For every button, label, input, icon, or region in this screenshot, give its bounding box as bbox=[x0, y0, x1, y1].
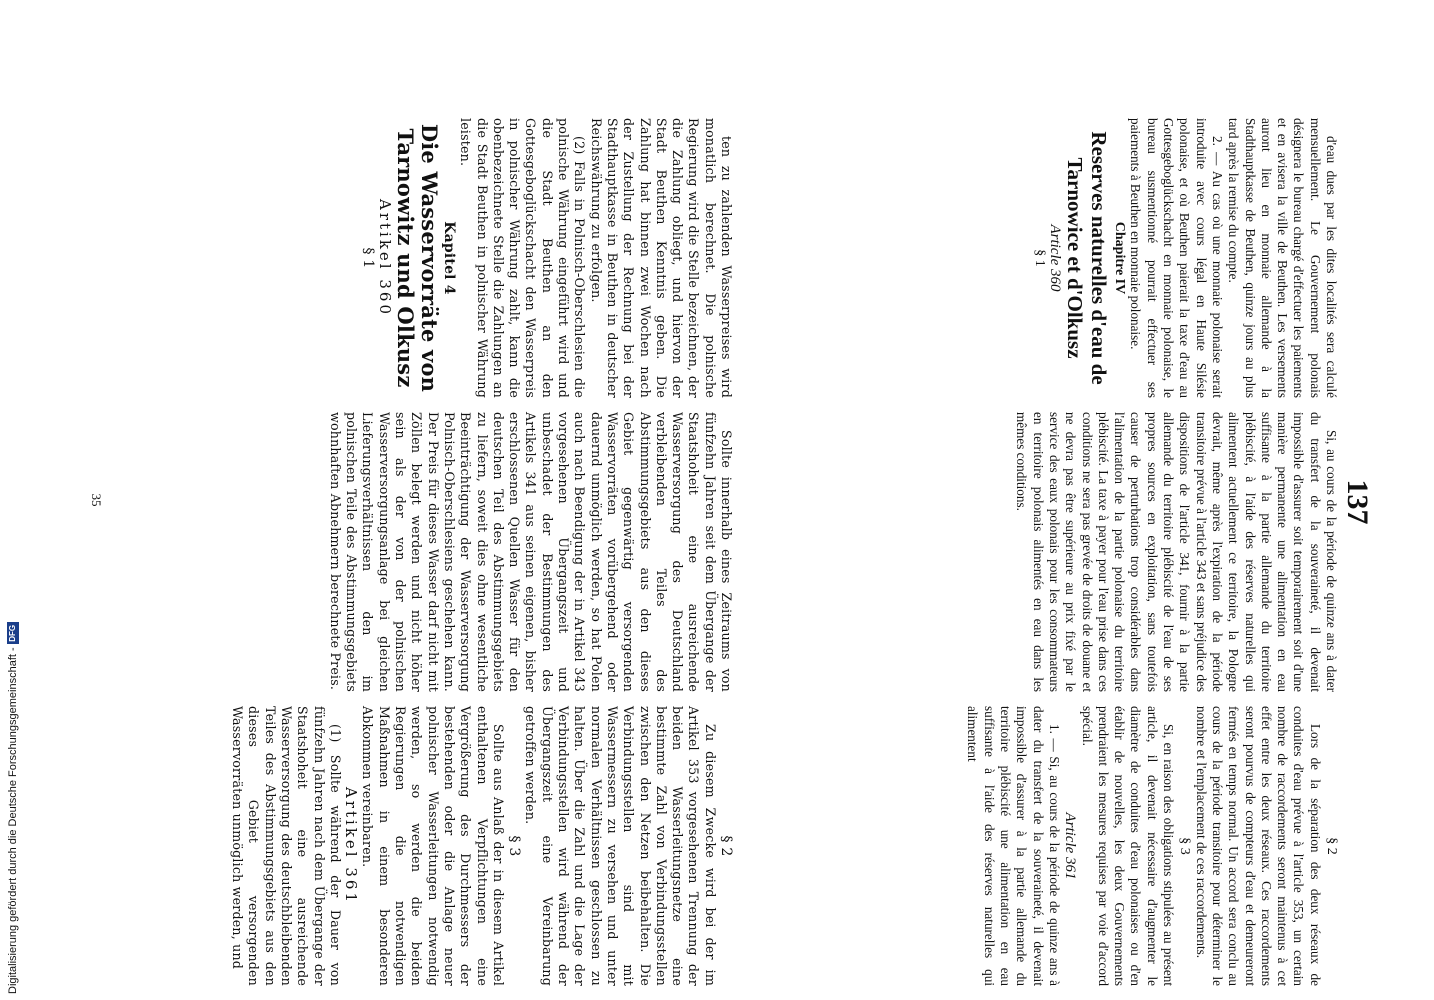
paragraph: d'eau dues par les dites localités sera calculé mensuellement. Le Gouvernement polonais désignera le bureau chargé d'effectuer les paiements et en avisera la ville de Beuthen. Les versements auront lieu en monnaie allemande à la Stadthauptkasse de Beuthen, quinze jours au plus tard après la remise du compte. bbox=[1226, 118, 1339, 398]
section-heading: § 2 bbox=[718, 835, 734, 857]
paragraph: Lors de la séparation des deux réseaux de conduites d'eau prévue à l'article 353, un certain nombre de raccordements seront maintenus à cet effet entre les deux réseaux. Ces raccordements seront pourvus de compteurs d'eau et demeureront fermés en temps normal. Un accord sera conclu au cours de la période transitoire pour déterminer le nombre et l'emplacement de ces raccordements. bbox=[1193, 706, 1323, 986]
paragraph: Si, en raison des obligations stipulées au présent article, il devenait nécessaire d'augmenter le diamètre de conduites d'eau polonaises ou d'en établir de nouvelles, les deux Gouvernements prendraient les mesures requises par voie d'accord spécial. bbox=[1079, 706, 1177, 986]
article-heading: Artikel 360 bbox=[375, 199, 394, 317]
article-heading: Article 361 bbox=[1062, 812, 1079, 880]
paragraph: 1. — Si, au cours de la période de quinze ans à dater du transfert de la souveraineté, il devenait impossible d'assurer à la partie allemande du territoire plébiscité une alimentation en eau suffisante à l'aide des réserves naturelles qui alimentent bbox=[965, 706, 1062, 986]
german-column-1 bbox=[360, 118, 734, 398]
french-column-2 bbox=[1013, 412, 1339, 692]
dfg-logo: DFG bbox=[7, 622, 19, 644]
paragraph: Si, au cours de la période de quinze ans à dater du transfert de la souveraineté, il devenait impossible d'assurer soit temporairement soit d'une manière permanente une alimentation en eau suffisante à la partie allemande du territoire plébiscité, à l'aide des réserves naturelles qui alimentent actuellement ce territoire, la Pologne devrait, même après l'expiration de la période transitoire prévue à l'article 343 et sans préjudice des dispositions de l'article 341, fournir à la partie allemande du territoire plébiscité de l'eau de ses propres sources en exploitation, sans toutefois causer de perturbations trop considérables dans l'alimentation de la partie polonaise du territoire plébiscité. La taxe à payer pour l'eau prise dans ces conditions ne sera pas grevée de droits de douane et ne devra pas être supérieure au prix fixé par le service des eaux polonais pour les consommateurs en territoire polonais alimentés en eau dans les mêmes conditions. bbox=[1014, 412, 1339, 692]
chapter-title: Die Wasservorräte von Tarnowitz und Olkusz bbox=[392, 123, 442, 393]
chapter-heading: Kapitel 4 bbox=[440, 221, 457, 295]
folio-number: 35 bbox=[89, 493, 104, 507]
french-column-1 bbox=[1030, 118, 1339, 398]
paragraph: (2) Falls in Polnisch-Oberschlesien die polnische Währung eingeführt wird und die Stadt Beuthen an den Gottesgeboglückschacht den Wasserpreis in polnischer Währung zahlt, kann die obenbezeichnete Stelle die Zahlungen an die Stadt Beuthen in polnischer Währung leisten. bbox=[458, 118, 588, 398]
german-column-2 bbox=[327, 412, 734, 692]
chapter-heading: Chapitre IV bbox=[1112, 221, 1128, 295]
section-heading: § 1 bbox=[1031, 249, 1047, 267]
paragraph: (1) Sollte während der Dauer von fünfzehn Jahren nach dem Übergange der Staatshoheit eine ausreichende Wasserversorgung des deutschbleibenden Teiles des Abstimmungsgebiets aus den dieses Gebiet versorgenden Wasservorräten unmöglich werden, und bbox=[230, 706, 343, 986]
section-heading: § 3 bbox=[506, 835, 523, 857]
section-heading: § 3 bbox=[1177, 837, 1193, 855]
article-heading: Article 360 bbox=[1046, 224, 1063, 292]
section-heading: § 2 bbox=[1324, 837, 1339, 855]
paragraph: Zu diesem Zwecke wird bei der im Artikel 353 vorgesehenen Trennung der beiden Wasserleitungsnetze eine bestimmte Zahl von Verbindungsstellen zwischen den Netzen beibehalten. Die Verbindungsstellen sind mit Wassermessern zu versehen und unter normalen Verhältnissen geschlossen zu halten. Über die Zahl und die Lage der Verbindungsstellen wird während der Übergangszeit eine Vereinbarung getroffen werden. bbox=[523, 706, 718, 986]
section-heading: § 1 bbox=[360, 247, 377, 269]
french-column-3 bbox=[964, 706, 1339, 986]
digitization-footer bbox=[4, 0, 22, 1000]
paragraph: Sollte innerhalb eines Zeitraums von fünfzehn Jahren seit dem Übergange der Staatshoheit eine ausreichende Wasserversorgung des Deutschland verbleibenden Teiles des Abstimmungsgebiets aus den dieses Gebiet gegenwärtig versorgenden Wasservorräten vorübergehend oder dauernd unmöglich werden, so hat Polen auch nach Beendigung der in Artikel 343 vorgesehenen Übergangszeit und unbeschadet der Bestimmungen des Artikels 341 aus seinen eigenen, bisher erschlossenen Quellen Wasser für den deutschen Teil des Abstimmungsgebiets zu liefern, soweit dies ohne wesentliche Beeinträchtigung der Wasserversorgung Polnisch-Oberschlesiens geschehen kann. Der Preis für dieses Wasser darf nicht mit Zöllen belegt werden und nicht höher sein als der von der polnischen Wasserversorgungsanlage bei gleichen Lieferungsverhältnissen den im polnischen Teile des Abstimmungsgebiets wohnhaften Abnehmern berechnete Preis. bbox=[327, 412, 734, 692]
chapter-title: Reserves naturelles d'eau de Tarnowice et d'Olkusz bbox=[1062, 131, 1111, 385]
page-number: 137 bbox=[1341, 479, 1374, 525]
paragraph: ten zu zahlenden Wasserpreises wird monatlich berechnet. Die polnische Regierung wird die Stelle bezeichnen, der die Zahlung obliegt, und hiervon der Stadt Beuthen Kenntnis geben. Die Zahlung hat binnen zwei Wochen nach der Zustellung der Rechnung bei der Stadthauptkasse in Beuthen in deutscher Reichswährung zu erfolgen. bbox=[588, 118, 734, 398]
article-heading: Artikel 361 bbox=[342, 787, 361, 905]
german-column-3 bbox=[229, 706, 734, 986]
footer-text: Digitalisierung gefördert durch die Deutsche Forschungsgemeinschaft - bbox=[7, 647, 19, 994]
paragraph: 2. — Au cas où une monnaie polonaise serait introduite avec cours légal en Haute Silésie polonaise, et où Beuthen paierait la taxe d'eau au Gottesgeboglückschacht en monnaie polonaise, le bureau susmentionné pourrait effectuer ses paiements à Beuthen en monnaie polonaise. bbox=[1128, 118, 1225, 398]
paragraph: Sollte aus Anlaß der in diesem Artikel enthaltenen Verpflichtungen eine Vergrößerung des Durchmessers der bestehenden oder die Anlage neuer polnischer Wasserleitungen notwendig werden, so werden die beiden Regierungen die notwendigen Maßnahmen in einem besonderen Abkommen vereinbaren. bbox=[360, 706, 506, 986]
